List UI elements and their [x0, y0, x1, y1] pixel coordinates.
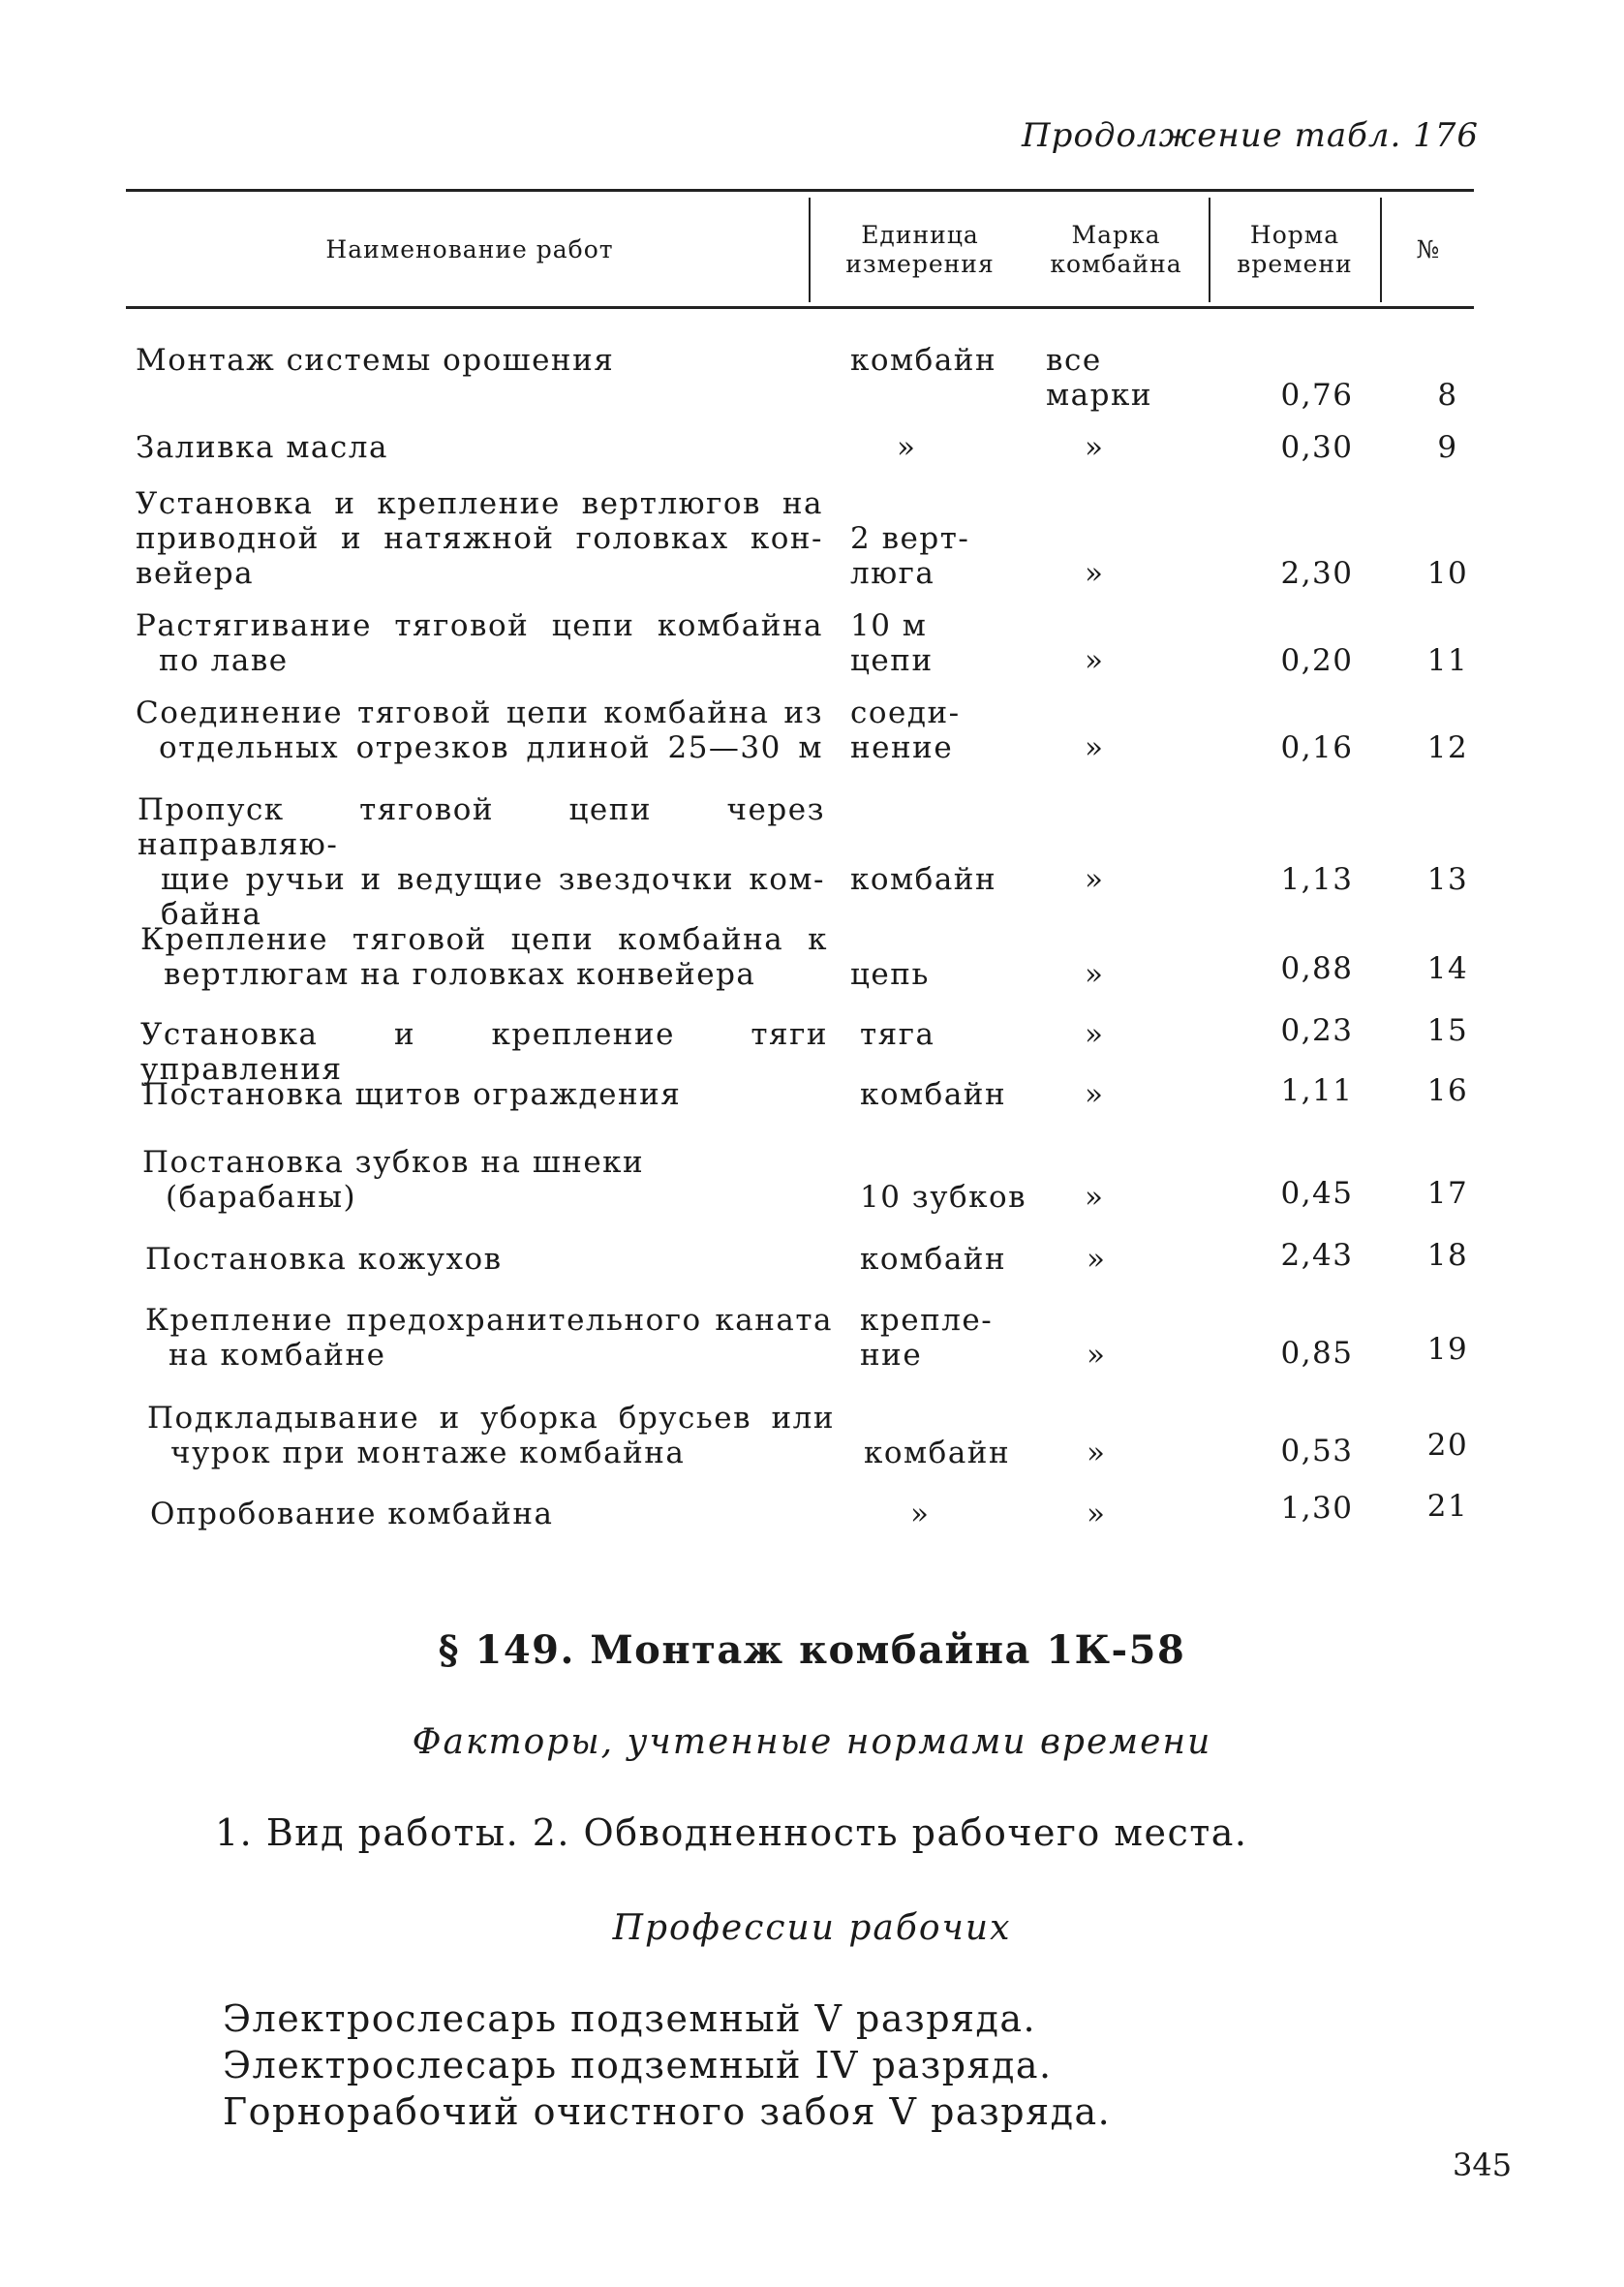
- row-num: 15: [1426, 1013, 1469, 1048]
- row-name-line: Постановка щитов ограждения: [142, 1077, 682, 1112]
- header-norm: [1212, 199, 1377, 301]
- row-name-line: щие ручьи и ведущие звездочки ком-: [161, 862, 825, 897]
- professions-title: Профессии рабочих: [612, 1908, 1012, 1948]
- profession-item: Горнорабочий очистного забоя V разряда.: [223, 2090, 1112, 2133]
- header-unit-line: измерения: [845, 250, 995, 278]
- row-norm: 0,88: [1280, 951, 1354, 986]
- row-num: 12: [1426, 730, 1469, 765]
- row-norm: 1,11: [1280, 1073, 1354, 1108]
- header-mark: [1031, 199, 1201, 301]
- factors-text: 1. Вид работы. 2. Обводненность рабочего места.: [215, 1811, 1248, 1854]
- row-name-line: Крепление тяговой цепи комбайна к: [140, 922, 828, 957]
- row-unit: цепь: [850, 957, 930, 992]
- row-name-line: чурок при монтаже комбайна: [170, 1436, 686, 1470]
- row-mark: »: [1087, 1338, 1107, 1373]
- row-norm: 0,20: [1280, 643, 1354, 678]
- row-norm: 0,16: [1280, 730, 1354, 765]
- row-unit: люга: [850, 556, 935, 591]
- row-unit: 10 м: [850, 608, 928, 643]
- row-name-line: Установка и крепление вертлюгов на: [136, 486, 823, 521]
- header-name: [136, 199, 804, 301]
- row-norm: 0,85: [1280, 1336, 1354, 1371]
- header-mark-line: Марка: [1071, 221, 1161, 249]
- row-num: 19: [1426, 1332, 1469, 1367]
- section-title: § 149. Монтаж комбайна 1К-58: [438, 1627, 1186, 1673]
- row-num: 11: [1426, 643, 1469, 678]
- row-name-line: Опробование комбайна: [150, 1497, 554, 1531]
- row-mark: »: [1085, 1180, 1105, 1215]
- row-num: 8: [1437, 378, 1458, 413]
- header-separator: [1209, 198, 1210, 302]
- row-num: 18: [1426, 1238, 1469, 1273]
- row-mark: »: [1085, 556, 1105, 591]
- row-mark: »: [1087, 1242, 1107, 1277]
- row-mark: »: [1085, 643, 1105, 678]
- row-name-line: по лаве: [159, 643, 289, 678]
- row-unit: нение: [850, 730, 954, 765]
- row-norm: 0,53: [1280, 1434, 1354, 1468]
- header-name-text: Наименование работ: [325, 235, 614, 263]
- row-unit: комбайн: [864, 1436, 1011, 1470]
- header-unit: [813, 199, 1026, 301]
- row-name-line: вертлюгам на головках конвейера: [164, 957, 756, 992]
- row-norm: 1,30: [1280, 1491, 1354, 1526]
- row-unit: комбайн: [850, 862, 997, 897]
- row-mark: »: [1085, 1017, 1105, 1052]
- profession-item: Электрослесарь подземный V разряда.: [223, 1997, 1037, 2040]
- row-unit: комбайн: [860, 1077, 1007, 1112]
- row-norm: 0,23: [1280, 1013, 1354, 1048]
- row-name-line: Установка и крепление тяги управления: [140, 1017, 828, 1087]
- row-name-line: Заливка масла: [136, 430, 388, 465]
- row-mark: »: [1085, 862, 1105, 897]
- row-mark: »: [1087, 1497, 1107, 1531]
- row-num: 17: [1426, 1176, 1469, 1211]
- row-name-line: Подкладывание и уборка брусьев или: [147, 1401, 835, 1436]
- row-unit: комбайн: [850, 343, 997, 378]
- row-name-line: Постановка зубков на шнеки: [142, 1145, 645, 1180]
- header-unit-line: Единица: [861, 221, 979, 249]
- row-num: 16: [1426, 1073, 1469, 1108]
- factors-title: Факторы, учтенные нормами времени: [412, 1722, 1212, 1762]
- row-name-line: Пропуск тяговой цепи через направляю-: [138, 792, 825, 862]
- table-top-rule: [126, 189, 1474, 192]
- row-unit: 10 зубков: [860, 1180, 1027, 1215]
- header-num: [1385, 199, 1472, 301]
- row-unit: цепи: [850, 643, 934, 678]
- row-name-line: Растягивание тяговой цепи комбайна: [136, 608, 823, 643]
- header-separator: [1380, 198, 1382, 302]
- row-num: 21: [1426, 1489, 1469, 1524]
- row-unit: комбайн: [860, 1242, 1007, 1277]
- row-norm: 2,43: [1280, 1238, 1354, 1273]
- row-mark: »: [1085, 430, 1105, 465]
- row-norm: 0,30: [1280, 430, 1354, 465]
- row-name-line: Соединение тяговой цепи комбайна из: [136, 695, 823, 730]
- row-name-line: приводной и натяжной головках кон-: [136, 521, 823, 556]
- row-name-line: Постановка кожухов: [145, 1242, 503, 1277]
- profession-item: Электрослесарь подземный IV разряда.: [223, 2044, 1053, 2086]
- page-number: 345: [1453, 2147, 1513, 2183]
- row-unit: тяга: [860, 1017, 935, 1052]
- row-mark: марки: [1046, 378, 1152, 413]
- row-name-line: Монтаж системы орошения: [136, 343, 615, 378]
- row-num: 14: [1426, 951, 1469, 986]
- row-unit: 2 верт-: [850, 521, 970, 556]
- table-continuation-label: Продолжение табл. 176: [1022, 116, 1479, 155]
- row-name-line: отдельных отрезков длиной 25—30 м: [159, 730, 823, 765]
- row-norm: 0,76: [1280, 378, 1354, 413]
- row-mark: »: [1087, 1436, 1107, 1470]
- row-unit: »: [897, 430, 917, 465]
- row-unit: соеди-: [850, 695, 961, 730]
- header-mark-line: комбайна: [1050, 250, 1182, 278]
- row-name-line: вейера: [136, 556, 255, 591]
- row-unit: »: [910, 1497, 931, 1531]
- row-mark: »: [1085, 1077, 1105, 1112]
- row-unit: ние: [860, 1338, 923, 1373]
- row-name-line: (барабаны): [166, 1180, 357, 1215]
- row-norm: 1,13: [1280, 862, 1354, 897]
- row-mark: »: [1085, 730, 1105, 765]
- row-mark: »: [1085, 957, 1105, 992]
- table-header-rule: [126, 306, 1474, 309]
- row-mark: все: [1046, 343, 1102, 378]
- row-num: 20: [1426, 1428, 1469, 1463]
- row-name-line: на комбайне: [169, 1338, 386, 1373]
- header-num-text: №: [1416, 235, 1441, 263]
- header-norm-line: времени: [1237, 250, 1353, 278]
- row-num: 10: [1426, 556, 1469, 591]
- row-name-line: Крепление предохранительного каната: [145, 1303, 833, 1338]
- row-num: 9: [1437, 430, 1458, 465]
- row-unit: крепле-: [860, 1303, 994, 1338]
- row-num: 13: [1426, 862, 1469, 897]
- professions-list: [223, 1995, 1111, 2135]
- header-separator: [809, 198, 811, 302]
- row-name-line: байна: [161, 897, 262, 932]
- row-norm: 0,45: [1280, 1176, 1354, 1211]
- row-norm: 2,30: [1280, 556, 1354, 591]
- header-norm-line: Норма: [1249, 221, 1340, 249]
